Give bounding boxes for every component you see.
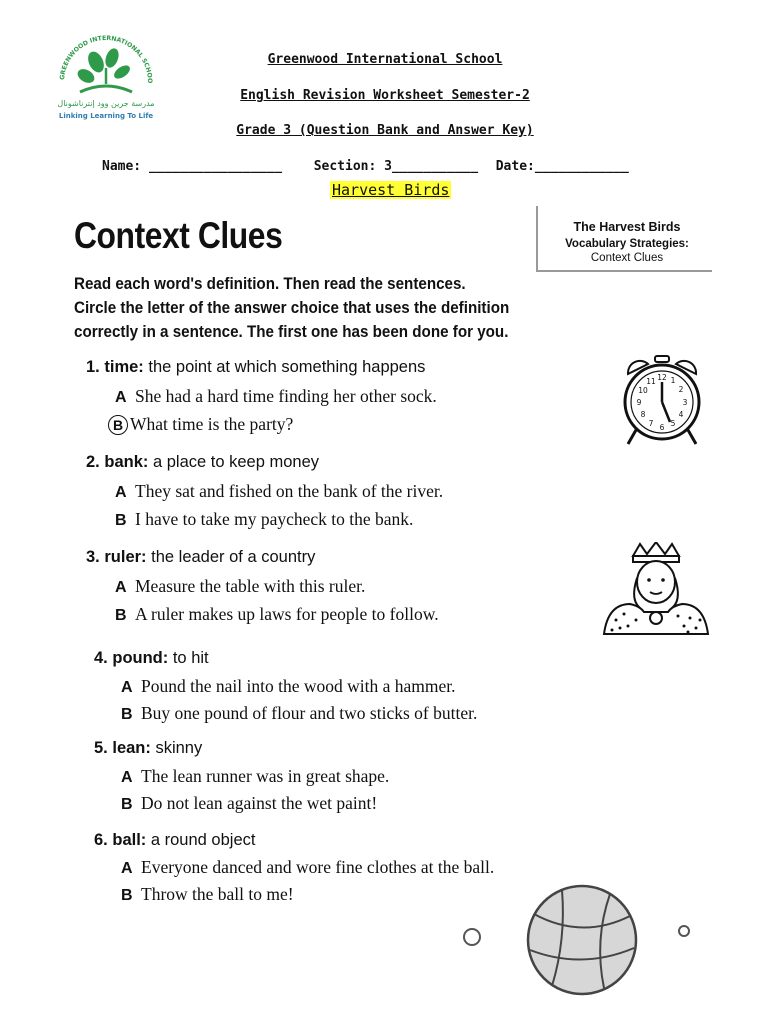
option-letter: A (121, 769, 133, 786)
question-4-option-b[interactable] (121, 703, 477, 724)
logo-tagline: Linking Learning To Life (58, 112, 154, 120)
question-number: 2. (86, 453, 100, 471)
clock-number: 1 (670, 376, 676, 385)
school-name: Greenwood International School (267, 52, 503, 67)
clock-number: 5 (670, 419, 676, 428)
option-letter: B (115, 512, 127, 529)
question-4-option-a[interactable] (121, 676, 455, 697)
question-definition: the leader of a country (151, 548, 316, 566)
question-1-option-a[interactable] (115, 386, 437, 407)
clock-number: 7 (648, 419, 654, 428)
option-text: Do not lean against the wet paint! (141, 793, 378, 813)
option-text: Measure the table with this ruler. (135, 576, 366, 596)
circled-answer-letter: B (108, 415, 128, 435)
question-3 (86, 548, 315, 567)
side-box-line3: Context Clues (590, 252, 664, 264)
option-text: The lean runner was in great shape. (141, 766, 390, 786)
grade-line: Grade 3 (Question Bank and Answer Key) (236, 123, 534, 138)
side-box-line2: Vocabulary Strategies: (565, 238, 689, 250)
question-word: ball: (112, 831, 147, 849)
question-2-option-a[interactable] (115, 481, 443, 502)
question-definition: to hit (172, 649, 209, 667)
question-number: 6. (94, 831, 108, 849)
option-text: A ruler makes up laws for people to follow. (135, 604, 439, 624)
question-number: 4. (94, 649, 108, 667)
option-text: What time is the party? (130, 414, 294, 434)
question-number: 5. (94, 739, 108, 757)
question-6 (94, 831, 255, 850)
question-definition: skinny (155, 739, 203, 757)
question-definition: a round object (150, 831, 256, 849)
question-5 (94, 739, 202, 758)
name-row (102, 159, 629, 174)
page-title: Context Clues (74, 215, 283, 256)
clock-number: 6 (659, 423, 665, 432)
school-logo (50, 22, 162, 126)
question-word: lean: (112, 739, 151, 757)
question-6-option-a[interactable] (121, 857, 494, 878)
option-letter: B (121, 796, 133, 813)
question-5-option-b[interactable] (121, 793, 377, 814)
clock-number: 4 (678, 410, 684, 419)
option-text: Everyone danced and wore fine clothes at the ball. (141, 857, 495, 877)
question-number: 1. (86, 358, 100, 376)
question-2 (86, 453, 319, 472)
worksheet-title: English Revision Worksheet Semester-2 (240, 88, 530, 103)
logo-arc-text: GREENWOOD INTERNATIONAL SCHOO (58, 34, 154, 84)
clock-number: 10 (638, 386, 648, 395)
question-6-option-b[interactable] (121, 884, 294, 905)
clock-number: 2 (678, 385, 684, 394)
ball-icon (454, 880, 694, 1010)
question-2-option-b[interactable] (115, 509, 413, 530)
option-letter: A (121, 860, 133, 877)
option-text: They sat and fished on the bank of the river. (135, 481, 444, 501)
question-word: bank: (104, 453, 149, 471)
question-number: 3. (86, 548, 100, 566)
question-3-option-b[interactable] (115, 604, 439, 625)
clock-number: 9 (636, 398, 642, 407)
date-label: Date:____________ (495, 159, 629, 174)
option-letter: A (121, 679, 133, 696)
question-4 (94, 649, 209, 668)
side-box-line1: The Harvest Birds (573, 220, 681, 234)
question-word: ruler: (104, 548, 147, 566)
option-text: Throw the ball to me! (141, 884, 294, 904)
option-text: Pound the nail into the wood with a hammer. (141, 676, 456, 696)
question-word: time: (104, 358, 144, 376)
instructions (74, 272, 509, 344)
option-text: Buy one pound of flour and two sticks of butter. (141, 703, 478, 723)
option-letter: A (115, 484, 127, 501)
section-label: Section: 3___________ (313, 159, 479, 174)
alarm-clock-icon (612, 352, 712, 448)
instruction-line: correctly in a sentence. The first one has been done for you. (74, 323, 509, 341)
clock-number: 3 (682, 398, 688, 407)
question-definition: the point at which something happens (148, 358, 426, 376)
instruction-line: Circle the letter of the answer choice that uses the definition (74, 299, 510, 317)
name-label: Name: (102, 159, 142, 174)
question-1-option-b[interactable] (111, 414, 293, 435)
option-letter: A (115, 389, 127, 406)
instruction-line: Read each word's definition. Then read the sentences. (74, 275, 466, 293)
clock-number: 11 (646, 377, 656, 386)
option-letter: A (115, 579, 127, 596)
name-blank: _________________ (148, 159, 283, 174)
topic-highlight: Harvest Birds (332, 181, 450, 199)
question-1 (86, 358, 425, 377)
clock-number: 12 (657, 373, 667, 382)
question-definition: a place to keep money (152, 453, 319, 471)
clock-number: 8 (640, 410, 646, 419)
option-letter: B (121, 706, 133, 723)
side-box (536, 206, 712, 272)
option-text: She had a hard time finding her other sock. (135, 386, 437, 406)
question-3-option-a[interactable] (115, 576, 365, 597)
question-5-option-a[interactable] (121, 766, 389, 787)
queen-icon (600, 542, 712, 638)
option-letter: B (115, 607, 127, 624)
option-letter: B (121, 887, 133, 904)
logo-arabic-text: مدرسة جرين وود إنترناشونال (57, 99, 155, 108)
option-text: I have to take my paycheck to the bank. (135, 509, 414, 529)
question-word: pound: (112, 649, 169, 667)
